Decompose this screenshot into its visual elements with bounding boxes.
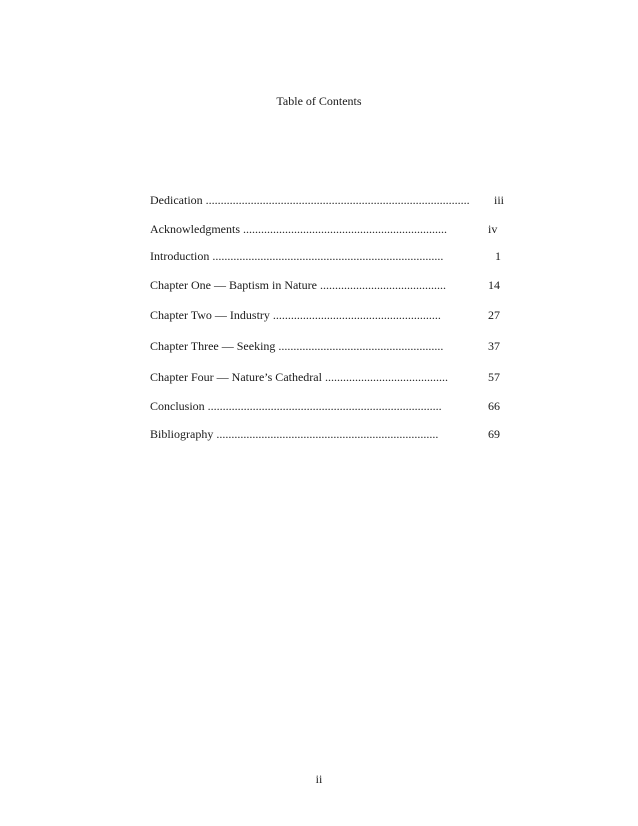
toc-row-chapter-one [150, 277, 510, 293]
toc-entry-label: Chapter One — Baptism in Nature .......................................... [150, 278, 446, 292]
toc-entry-label: Acknowledgments .................................................................... [150, 222, 447, 236]
toc-row-dedication [150, 192, 510, 208]
toc-heading: Table of Contents [276, 94, 362, 108]
toc-entry-page: 27 [488, 308, 500, 322]
toc-entry-label: Bibliography .......................................................................... [150, 427, 439, 441]
toc-row-acknowledgments [150, 221, 510, 237]
toc-entry-label: Introduction ............................................................................. [150, 249, 444, 263]
toc-row-bibliography [150, 426, 510, 442]
toc-entry-label: Chapter Four — Nature’s Cathedral ......................................... [150, 370, 448, 384]
toc-row-chapter-two [150, 307, 510, 323]
toc-entry-page: 14 [488, 278, 500, 292]
toc-entry-label: Chapter Three — Seeking ....................................................... [150, 339, 444, 353]
toc-row-chapter-three [150, 338, 510, 354]
toc-entry-label: Conclusion .............................................................................. [150, 399, 442, 413]
toc-entry-page: 57 [488, 370, 500, 384]
toc-entry-page: 37 [488, 339, 500, 353]
toc-row-introduction [150, 248, 510, 264]
toc-entry-label: Dedication ........................................................................................ [150, 193, 470, 207]
toc-entry-page: iv [488, 222, 498, 236]
page-number: ii [315, 772, 323, 786]
toc-entry-page: 69 [488, 427, 500, 441]
toc-entry-page: 66 [488, 399, 500, 413]
toc-entry-page: 1 [495, 249, 501, 263]
toc-row-chapter-four [150, 369, 510, 385]
toc-entry-label: Chapter Two — Industry ........................................................ [150, 308, 441, 322]
toc-entry-page: iii [494, 193, 505, 207]
toc-row-conclusion [150, 398, 510, 414]
